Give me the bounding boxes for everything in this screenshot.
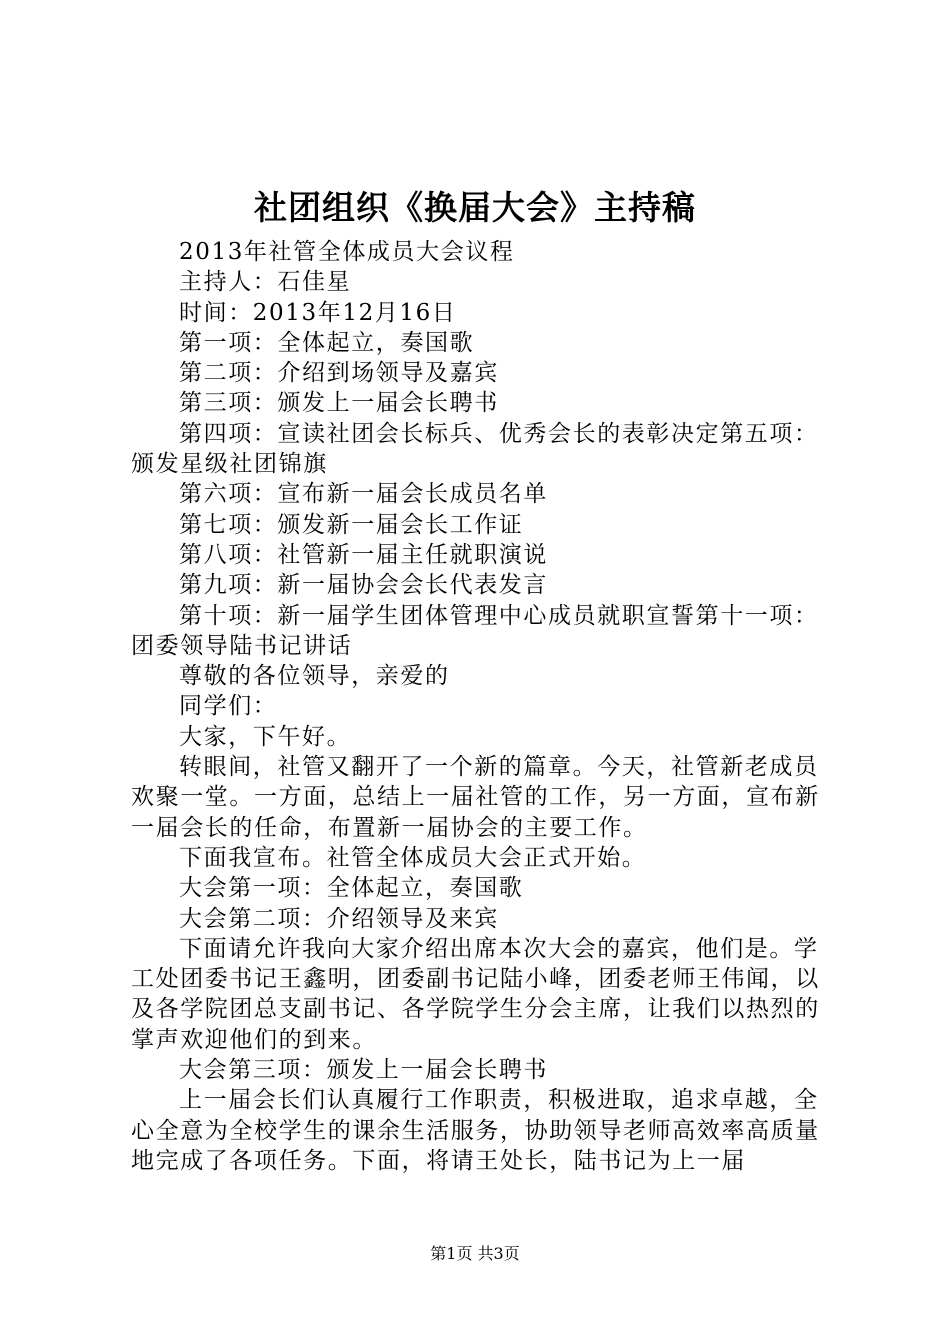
agenda-item-4-5: 第四项：宣读社团会长标兵、优秀会长的表彰决定第五项：颁发星级社团锦旗 (131, 420, 819, 478)
document-title: 社团组织《换届大会》主持稿 (254, 188, 696, 227)
greeting-line-3: 大家，下午好。 (179, 723, 352, 750)
agenda-item-3: 第三项：颁发上一届会长聘书 (179, 390, 499, 417)
opening-paragraph: 转眼间，社管又翻开了一个新的篇章。今天，社管新老成员欢聚一堂。一方面，总结上一届社管的工作，另一方面，宣布新一届会长的任命，布置新一届协会的主要工作。 (131, 754, 820, 841)
session-item-2: 大会第二项：介绍领导及来宾 (179, 905, 499, 932)
appointment-paragraph: 上一届会长们认真履行工作职责，积极进取，追求卓越，全心全意为全校学生的课余生活服务，协助领导老师高效率高质量地完成了各项任务。下面，将请王处长，陆书记为上一届 (131, 1087, 820, 1174)
document-body (131, 237, 836, 1176)
agenda-item-1: 第一项：全体起立，奏国歌 (179, 329, 475, 356)
time-line: 时间：2013年12月16日 (179, 299, 457, 326)
page-footer: 第1页 共3页 (430, 1244, 520, 1263)
guests-paragraph: 下面请允许我向大家介绍出席本次大会的嘉宾，他们是。学工处团委书记王鑫明，团委副书记陆小峰，团委老师王伟闻，以及各学院团总支副书记、各学院学生分会主席，让我们以热烈的掌声欢迎他们的到来。 (131, 935, 820, 1053)
session-item-1: 大会第一项：全体起立，奏国歌 (179, 875, 524, 902)
agenda-item-2: 第二项：介绍到场领导及嘉宾 (179, 360, 499, 387)
agenda-item-7: 第七项：颁发新一届会长工作证 (179, 511, 524, 538)
agenda-item-6: 第六项：宣布新一届会长成员名单 (179, 481, 548, 508)
session-item-3: 大会第三项：颁发上一届会长聘书 (179, 1057, 548, 1084)
agenda-item-10-11: 第十项：新一届学生团体管理中心成员就职宣誓第十一项：团委领导陆书记讲话 (131, 602, 819, 659)
greeting-line-1: 尊敬的各位领导，亲爱的 (179, 663, 450, 690)
agenda-heading: 2013年社管全体成员大会议程 (179, 239, 515, 265)
greeting-line-2: 同学们： (179, 693, 278, 720)
agenda-item-8: 第八项：社管新一届主任就职演说 (179, 541, 548, 568)
host-line: 主持人：石佳星 (179, 269, 352, 296)
announcement-line: 下面我宣布。社管全体成员大会正式开始。 (179, 844, 647, 871)
agenda-item-9: 第九项：新一届协会会长代表发言 (179, 572, 548, 599)
